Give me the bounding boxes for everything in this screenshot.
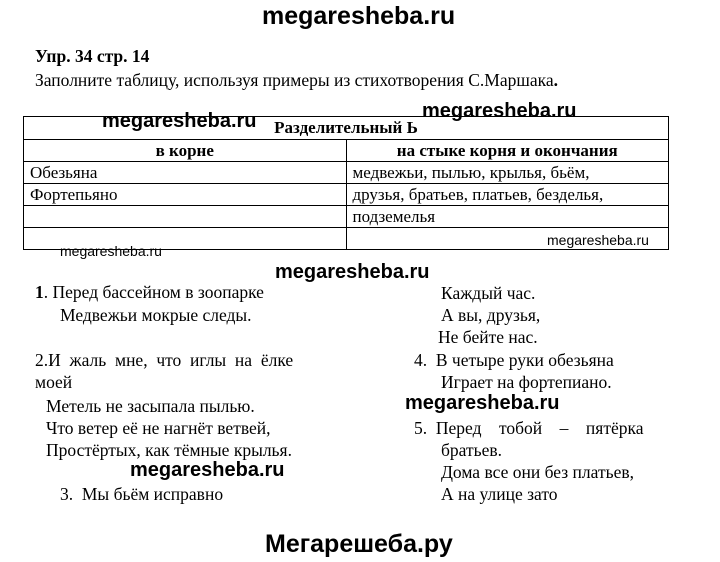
- column-header-junction: на стыке корня и окончания: [346, 140, 669, 162]
- poem-line: Дома все они без платьев,: [441, 462, 634, 482]
- table-row: [24, 206, 669, 228]
- poem-line: [35, 282, 264, 303]
- poem-line: 3. Мы бьём исправно: [60, 484, 224, 504]
- watermark-table-right: megaresheba.ru: [422, 100, 577, 122]
- table-cell: [24, 206, 347, 228]
- poem-line: 4. В четыре руки обезьяна: [414, 350, 614, 370]
- poem-line: моей: [35, 372, 73, 392]
- poem-line: А вы, друзья,: [441, 305, 541, 325]
- table-cell: подземелья: [346, 206, 669, 228]
- table-title: Разделительный Ь: [24, 117, 669, 140]
- watermark-mid-center: megaresheba.ru: [275, 261, 430, 283]
- watermark-table-left: megaresheba.ru: [102, 110, 257, 132]
- poem-line-text: . Перед бассейном в зоопарке: [43, 282, 264, 302]
- watermark-mid-right: megaresheba.ru: [405, 392, 560, 414]
- watermark-under-table-right: megaresheba.ru: [547, 232, 649, 248]
- poem-line: Простёртых, как тёмные крылья.: [46, 440, 292, 460]
- poem-line: Не бейте нас.: [438, 327, 538, 347]
- table-header-row: [24, 140, 669, 162]
- poem-line: Играет на фортепиано.: [441, 372, 612, 392]
- poem-number: 1: [35, 282, 44, 302]
- poem-line: Медвежьи мокрые следы.: [60, 305, 252, 325]
- watermark-lower-left: megaresheba.ru: [130, 459, 285, 481]
- poem-line: Каждый час.: [441, 283, 536, 303]
- poem-line: 5. Перед тобой – пятёрка: [414, 418, 644, 438]
- column-header-root: в корне: [24, 140, 347, 162]
- exercise-task-text: Заполните таблицу, используя примеры из стихотворения С.Маршака: [35, 70, 554, 90]
- poem-line: 2.И жаль мне, что иглы на ёлке: [35, 350, 294, 370]
- poem-line: братьев.: [441, 440, 503, 460]
- table-cell: Фортепьяно: [24, 184, 347, 206]
- watermark-under-table-left: megaresheba.ru: [60, 243, 162, 259]
- table-cell: друзья, братьев, платьев, безделья,: [346, 184, 669, 206]
- table-cell: Обезьяна: [24, 162, 347, 184]
- table-cell: медвежьи, пылью, крылья, бьём,: [346, 162, 669, 184]
- table-row: [24, 184, 669, 206]
- watermark-top: megaresheba.ru: [262, 2, 456, 30]
- exercise-task: Заполните таблицу, используя примеры из стихотворения С.Маршака.: [35, 70, 558, 90]
- table-row: [24, 162, 669, 184]
- watermark-footer: Мегарешеба.ру: [265, 530, 453, 558]
- poem-line: Что ветер её не нагнёт ветвей,: [46, 418, 271, 438]
- soft-sign-table: [23, 116, 669, 250]
- poem-line: Метель не засыпала пылью.: [46, 396, 255, 416]
- exercise-heading: Упр. 34 стр. 14: [35, 46, 150, 66]
- poem-line: А на улице зато: [441, 484, 558, 504]
